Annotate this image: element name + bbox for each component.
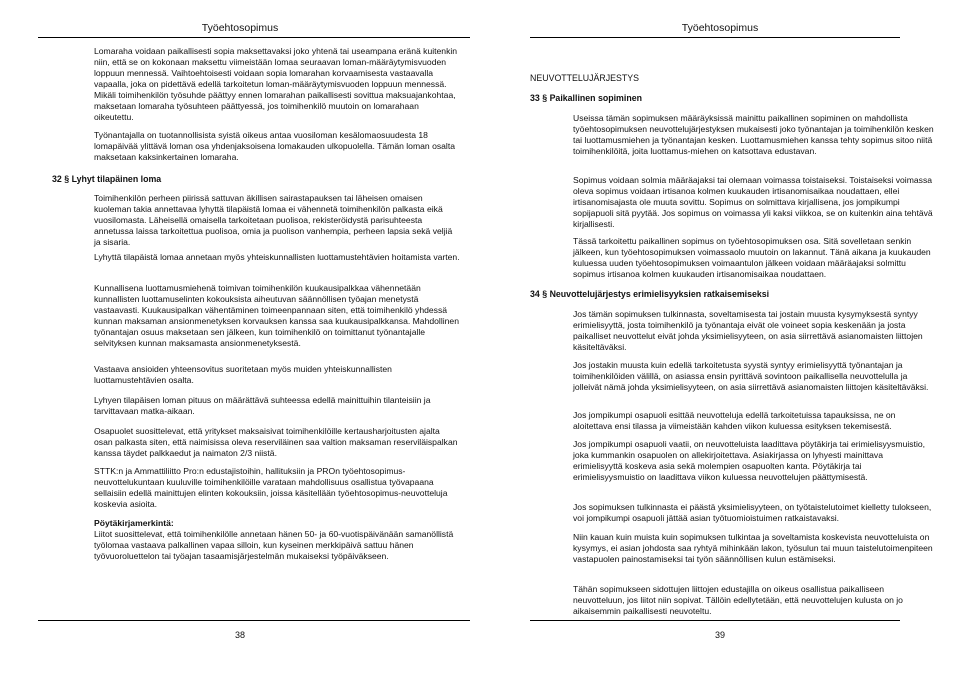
paragraph-text: Liitot suosittelevat, että toimihenkilölle annetaan hänen 50- ja 60-vuotispäivänään samanöllistä työlomaa vastaava palkallinen vapaa silloin, kun kyseinen merkkipäivä sattuu hänen työvuoroluettelon tai työajan tasaamisjärjestelmän mukaiseksi työpäiväkseen.: [94, 529, 454, 562]
paragraph: [94, 466, 460, 510]
section-heading: NEUVOTTELUJÄRJESTYS: [530, 73, 640, 83]
paragraph: [94, 193, 460, 248]
paragraph: [573, 360, 935, 393]
paragraph: [573, 236, 935, 280]
paragraph: [573, 502, 935, 524]
section-heading-32: 32 § Lyhyt tilapäinen loma: [52, 174, 162, 184]
paragraph-text: Lomaraha voidaan paikallisesti sopia maksettavaksi joko yhtenä tai useampana eränä kuitenkin niin, että se on kokonaan maksettu viimeistään lomaa seuraavan loman-määräytymisvuoden loppuun mennessä. Vaihtoehtoisesti voidaan sopia lomarahan korvaamisesta vastaavalla vapaalla, joka on pidettävä edellä tarkoitetun loman-määräytymisvuoden loppuun mennessä. Mikäli toimihenkilön työsuhde päättyy ennen lomarahan paikallisesti sovittua maksuajankohtaa, maksetaan lomaraha työsuhteen päättyessä, jos toimihenkilö muutoin on lomarahaan oikeutettu.: [94, 46, 458, 123]
paragraph: [94, 46, 460, 123]
paragraph-text: Sopimus voidaan solmia määräajaksi tai olemaan voimassa toistaiseksi. Toistaiseksi voimassa oleva sopimus voidaan irtisanoa kolmen kuukauden irtisanomisaikaa noudattaen, ellei irtisanomisajasta ole muuta sovittu. Sopimus on solmittava kirjallisena, jos jompikumpi sopijapuoli sitä pyytää. Jos sopimus on voimassa yli kaksi viikkoa, se on kuitenkin aina tehtävä kirjallisesti.: [573, 175, 933, 230]
paragraph: [573, 410, 935, 432]
note-label: Pöytäkirjamerkintä:: [94, 518, 174, 528]
paragraph-text: Toimihenkilön perheen piirissä sattuvan äkillisen sairastapauksen tai läheisen omaisen kuoleman takia annettavaa lyhyttä tilapäistä lomaa ei vähennetä toimihenkilön palkasta eikä vuosilomasta. Läheisellä omaisella tarkoitetaan puolisoa, rekisteröidystä parisuhteesta annetussa laissa tarkoitettua puolisoa, omia ja puolison vanhempia, perheen lapsia sekä veljiä ja sisaria.: [94, 193, 453, 248]
section-heading-33: 33 § Paikallinen sopiminen: [530, 93, 642, 103]
paragraph-text: Työnantajalla on tuotannollisista syistä oikeus antaa vuosiloman kesälomaosuudesta 18 lomapäivää ylittävä loman osa yhdenjaksoisena lomakauden ulkopuolella. Tämän loman osalta maksetaan kaksinkertainen lomaraha.: [94, 130, 455, 163]
page-header: Työehtosopimus: [201, 22, 279, 34]
paragraph: [94, 395, 460, 417]
paragraph-text: Lyhyen tilapäisen loman pituus on määrättävä suhteessa edellä mainittuihin tilanteisiin ja tarvittavaan matka-aikaan.: [94, 395, 431, 417]
paragraph: [94, 364, 460, 386]
paragraph-text: Jos jompikumpi osapuoli vaatii, on neuvotteluista laadittava pöytäkirja tai erimielisyysmuistio, joka kummankin osapuolen on allekirjoitettava. Asiakirjassa on lyhyesti mainittava erimielisyyttä koskeva asia sekä molempien osapuolten kanta. Pöytäkirja tai erimielisyysmuistio on laadittava viikon kuluessa neuvottelujen päättymisestä.: [573, 439, 926, 483]
page-39: [480, 0, 960, 674]
paragraph: [573, 113, 935, 157]
header-rule: [38, 37, 470, 38]
paragraph: [94, 130, 460, 163]
footer-rule: [38, 620, 470, 621]
paragraph-text: Useissa tämän sopimuksen määräyksissä mainittu paikallinen sopiminen on mahdollista työehtosopimuksen neuvottelujärjestyksen mukaisesti joko työnantajan ja toimihenkilön kesken tai luottamusmiehen ja työnantajan kesken. Luottamusmiehen kanssa tehty sopimus sitoo niitä toimihenkilöitä, joita luottamus-miehen on katsottava edustavan.: [573, 113, 934, 157]
paragraph-text: Tässä tarkoitettu paikallinen sopimus on työehtosopimuksen osa. Sitä sovelletaan senkin jälkeen, kun työehtosopimuksen voimassaolo muutoin on lakannut. Tänä aikana ja kuukauden kuluessa uuden työehtosopimuksen voimaantulon jälkeen voidaan määräajaksi solmittu sopimus irtisanoa kolmen kuukauden irtisanomisaikaa noudattaen.: [573, 236, 931, 280]
paragraph: [94, 426, 460, 459]
paragraph-text: Jos jostakin muusta kuin edellä tarkoitetusta syystä syntyy erimielisyyttä työnantajan ja toimihenkilöiden välillä, on asiassa ensin pyrittävä sovintoon paikallisella neuvottelulla ja jolleivät nämä johda yksimielisyyteen, on asia siirrettävä asianomaisten liittojen käsiteltäväksi.: [573, 360, 929, 393]
paragraph: [94, 518, 460, 562]
page-number: 38: [234, 630, 245, 640]
paragraph: [573, 532, 935, 565]
paragraph-text: Lyhyttä tilapäistä lomaa annetaan myös yhteiskunnallisten luottamustehtävien hoitamista varten.: [94, 252, 460, 262]
paragraph: [573, 584, 935, 617]
paragraph-text: Osapuolet suosittelevat, että yritykset maksaisivat toimihenkilöille kertausharjoitusten ajalta osan palkasta siten, että naimisissa oleva reserviläinen saa valtion maksaman reserviläispalkan kanssa täydet palkkaedut ja naimaton 2/3 niistä.: [94, 426, 458, 459]
footer-rule: [530, 620, 900, 621]
paragraph-text: Tähän sopimukseen sidottujen liittojen edustajilla on oikeus osallistua paikalliseen neuvotteluun, jos liitot niin sopivat. Tällöin edellytetään, että neuvottelujen kulusta on jo aikaisemmin paikallisesti neuvoteltu.: [573, 584, 903, 617]
paragraph-text: Jos sopimuksen tulkinnasta ei päästä yksimielisyyteen, on työtaistelutoimet kielletty tulokseen, voi jompikumpi osapuoli jättää asian työtuomioistuimen ratkaistavaksi.: [573, 502, 932, 524]
paragraph: [94, 283, 460, 349]
paragraph: [573, 309, 935, 353]
page-number: 39: [714, 630, 725, 640]
paragraph-text: Vastaava ansioiden yhteensovitus suoritetaan myös muiden yhteiskunnallisten luottamustehtävien osalta.: [94, 364, 392, 386]
paragraph-text: Jos tämän sopimuksen tulkinnasta, soveltamisesta tai jostain muusta kysymyksestä syntyy erimielisyyttä, josta toimihenkilö ja työnantaja eivät ole voineet sopia keskenään ja josta paikalliset neuvottelut eivät johda yksimielisyyteen, on asia siirrettävä asianomaisten liittojen käsiteltäväksi.: [573, 309, 923, 353]
paragraph-text: Niin kauan kuin muista kuin sopimuksen tulkintaa ja soveltamista koskevista neuvotteluista on kysymys, ei asian johdosta saa ryhtyä mihinkään lakon, työsulun tai muun taistelutoimenpiteen vastapuolen painostamiseksi tai työn säännöllisen kulun estämiseksi.: [573, 532, 933, 565]
paragraph: [94, 252, 460, 263]
paragraph-text: STTK:n ja Ammattiliitto Pro:n edustajistoihin, hallituksiin ja PROn työehtosopimus-neuvottelukuntaan kuuluville toimihenkilöille varataan mahdollisuus osallistua työvapaana sellaisiin edellä mainittujen elinten kokouksiin, joissa käsitellään työehtosopimus-neuvotteluja koskevia asioita.: [94, 466, 448, 510]
paragraph: [573, 175, 935, 230]
paragraph-text: Jos jompikumpi osapuoli esittää neuvotteluja edellä tarkoitetuissa tapauksissa, ne on aloitettava ensi tilassa ja viimeistään kahden viikon kuluessa esityksen tekemisestä.: [573, 410, 896, 432]
paragraph: [573, 439, 935, 483]
paragraph-text: Kunnallisena luottamusmiehenä toimivan toimihenkilön kuukausipalkkaa vähennetään kunnallisten luottamuselinten kokouksista aiheutuvan säännöllisen työajan menetystä vastaavasti. Kuukausipalkan vähentäminen toimeenpannaan siten, että toimihenkilö yhdessä kunnan maksaman ansionmenetyksen korvauksen kanssa saa kuukausipalkkansa. Mahdollinen työnantajan osuus maksetaan sen jälkeen, kun toimihenkilö on toimittanut työnantajalle selvityksen kunnan maksamasta ansionmenetyksestä.: [94, 283, 459, 349]
page-header: Työehtosopimus: [681, 22, 759, 34]
header-rule: [530, 37, 900, 38]
section-heading-34: 34 § Neuvottelujärjestys erimielisyyksien ratkaisemiseksi: [530, 289, 770, 299]
